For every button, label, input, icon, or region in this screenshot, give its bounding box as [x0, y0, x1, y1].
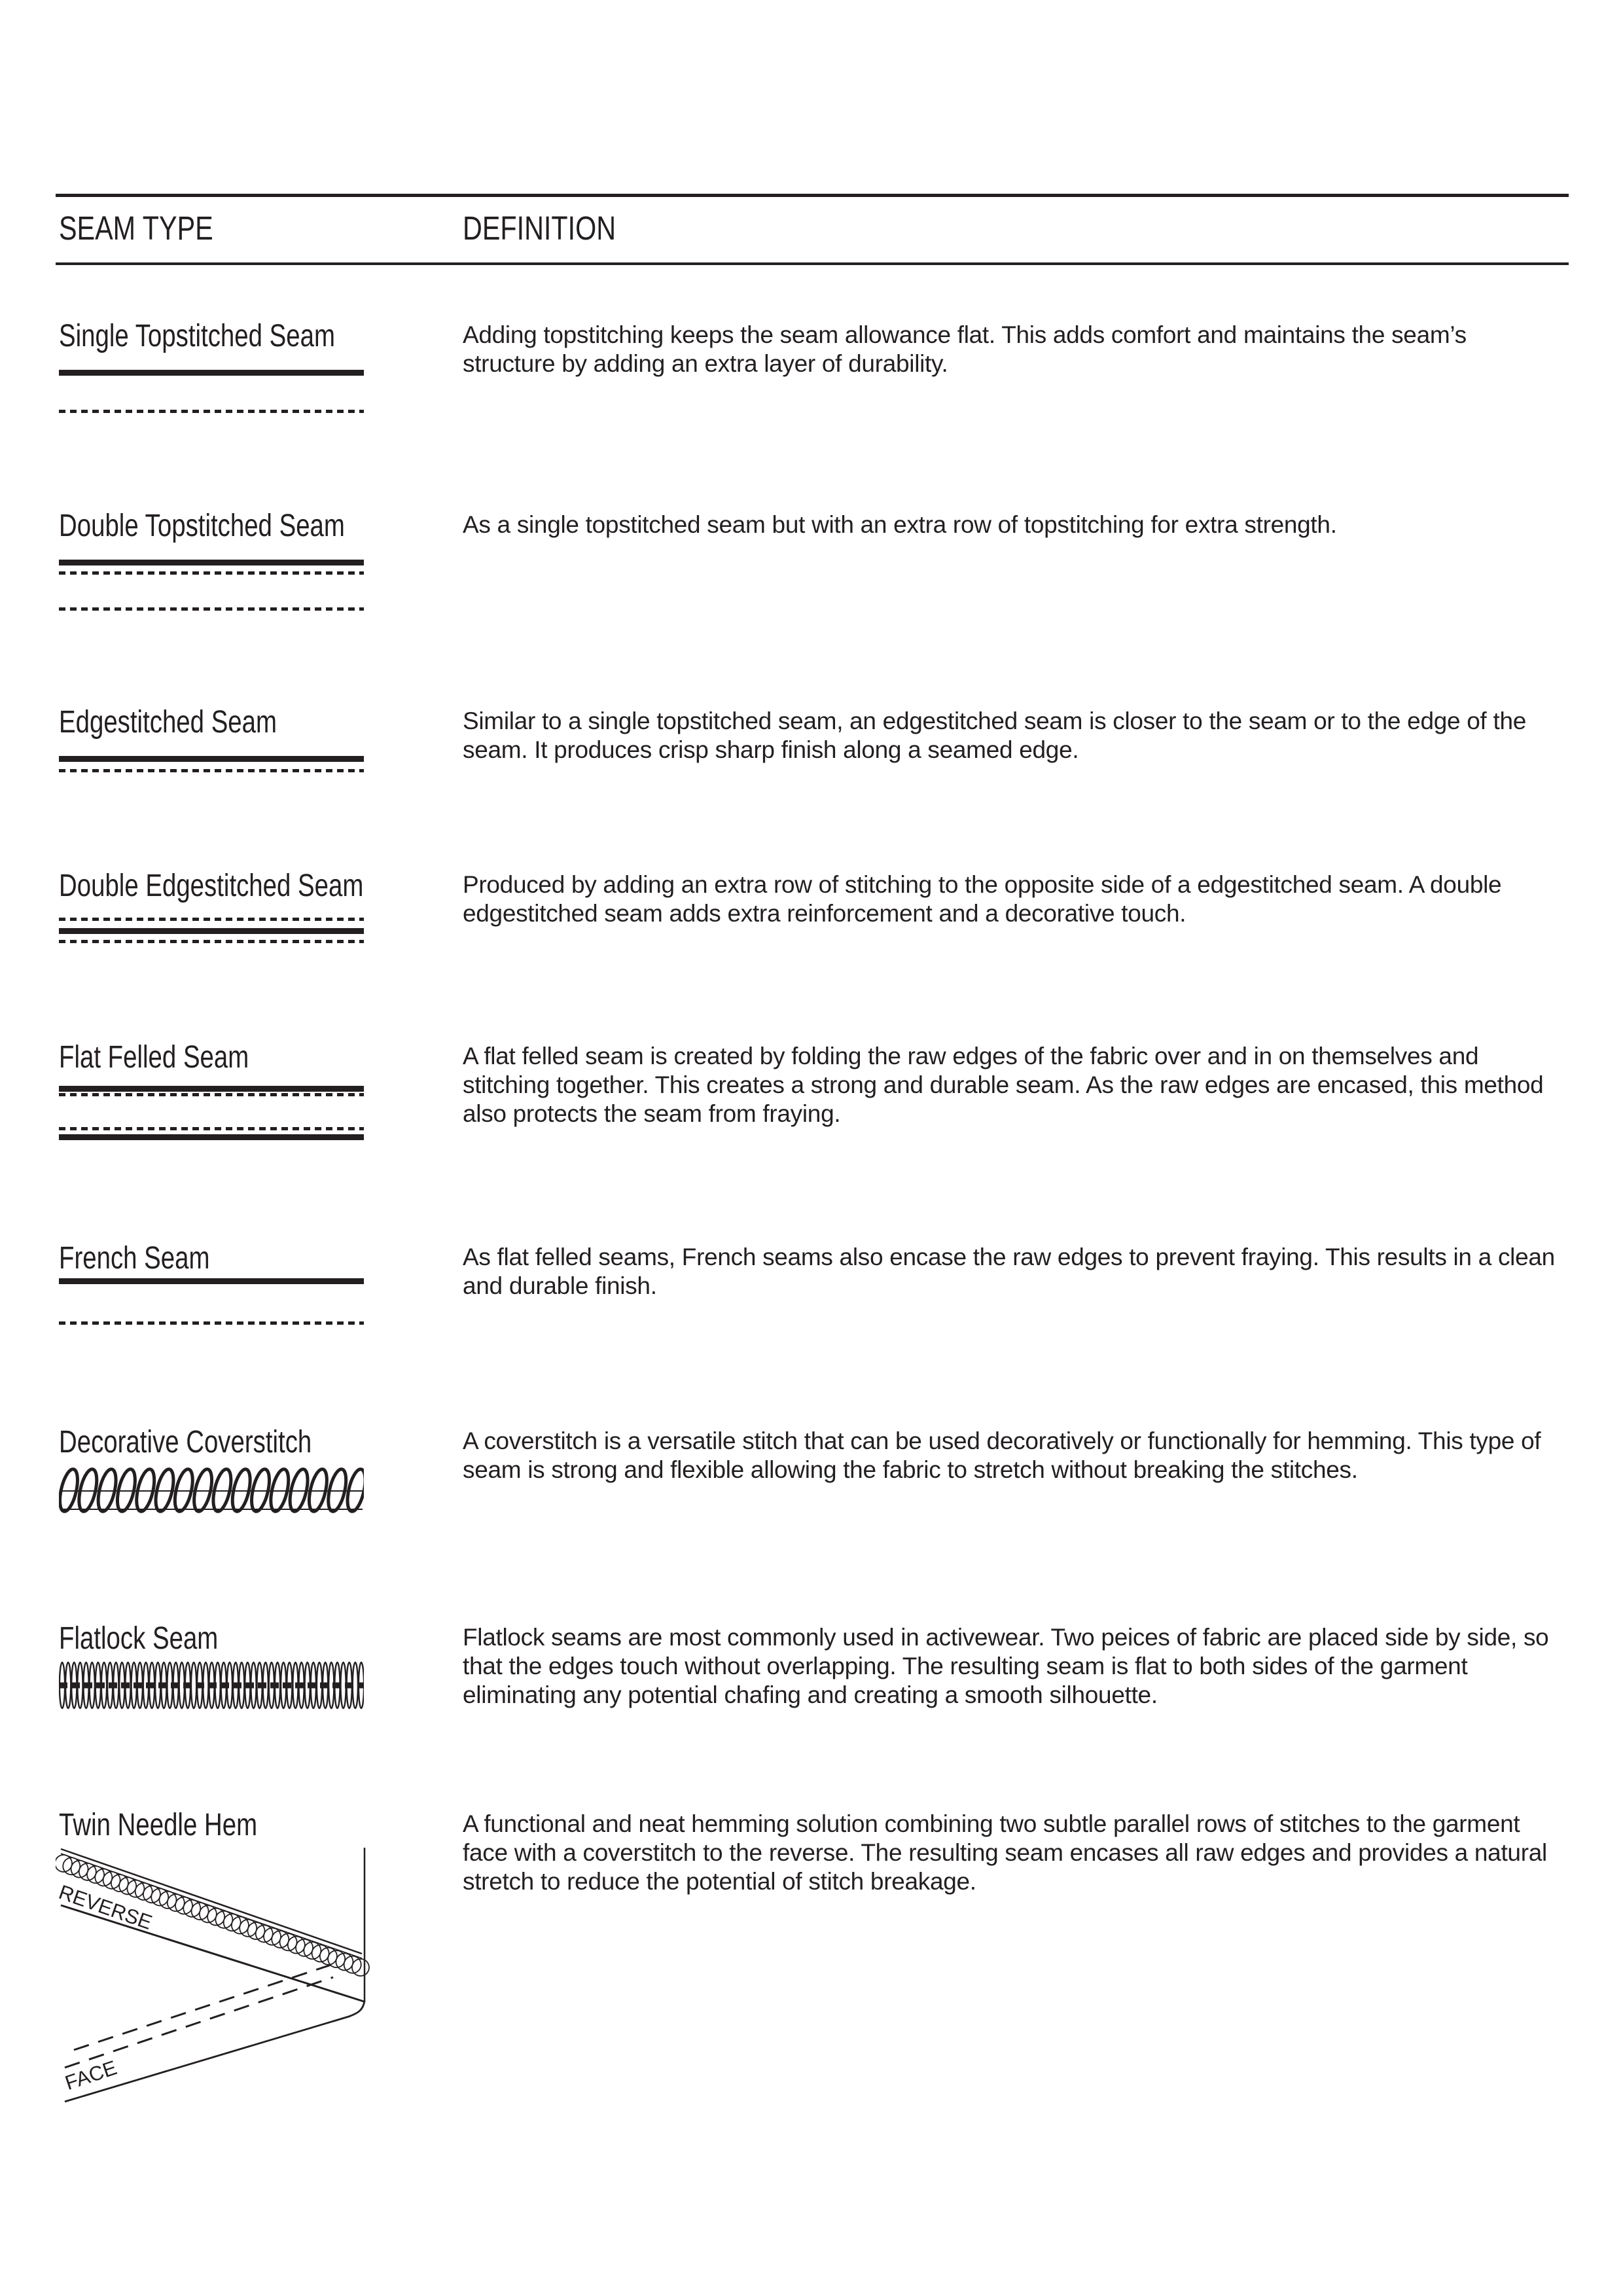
stitch-dashed-line: [59, 1093, 364, 1096]
seam-name: Twin Needle Hem: [59, 1808, 258, 1842]
seam-definition: Similar to a single topstitched seam, an edgestitched seam is closer to the seam or to the edge of the seam. It produces crisp sharp finish along a seamed edge.: [463, 708, 1527, 763]
seam-name: Decorative Coverstitch: [59, 1425, 312, 1460]
reverse-panel-edge: [61, 1905, 364, 2001]
seam-name: French Seam: [59, 1241, 210, 1276]
seam-definition: A functional and neat hemming solution combining two subtle parallel rows of stitches to the garment face with a coverstitch to the reverse. The resulting seam encases all raw edges and provides a natural stretch to reduce the potential of stitch breakage.: [463, 1810, 1547, 1895]
seam-solid-line: [59, 1086, 364, 1092]
seam-definition: Produced by adding an extra row of stitching to the opposite side of a edgestitched seam. A double edgestitched seam adds extra reinforcement and a decorative touch.: [463, 871, 1502, 927]
seam-name: Single Topstitched Seam: [59, 319, 335, 353]
twin-needle-hem-diagram: [56, 1842, 370, 2117]
seam-name: Flat Felled Seam: [59, 1040, 249, 1075]
face-label: FACE: [62, 2056, 120, 2095]
column-header-definition: DEFINITION: [463, 209, 616, 247]
seam-name: Flatlock Seam: [59, 1621, 219, 1656]
topstitch-dashed-line: [59, 607, 364, 611]
edgestitch-dashed-line: [59, 940, 364, 943]
seam-solid-line: [59, 756, 364, 762]
seam-definition: As a single topstitched seam but with an extra row of topstitching for extra strength.: [463, 511, 1337, 538]
edgestitch-dashed-line: [59, 918, 364, 921]
seam-name: Double Topstitched Seam: [59, 509, 345, 543]
seam-solid-line: [59, 370, 364, 376]
seam-definition: Flatlock seams are most commonly used in activewear. Two peices of fabric are placed side by side, so that the edges touch without overlapping. The resulting seam is flat to both sides of the garment eliminating any potential chafing and creating a smooth silhouette.: [463, 1624, 1549, 1708]
stitch-dashed-line: [59, 1127, 364, 1130]
header-bottom-rule: [56, 262, 1569, 265]
face-label-group: [62, 2056, 120, 2094]
seam-definition: Adding topstitching keeps the seam allowance flat. This adds comfort and maintains the seam’s structure by adding an extra layer of durability.: [463, 321, 1467, 377]
topstitch-dashed-line: [59, 410, 364, 413]
coverstitch-diagram: [59, 1465, 364, 1516]
seam-definition: A flat felled seam is created by folding the raw edges of the fabric over and in on themselves and stitching together. This creates a strong and durable seam. As the raw edges are encased, this method also protects the seam from fraying.: [463, 1043, 1544, 1127]
seam-definition: A coverstitch is a versatile stitch that can be used decoratively or functionally for hemming. This type of seam is strong and flexible allowing the fabric to stretch without breaking the stitches.: [463, 1427, 1541, 1483]
edgestitch-dashed-line: [59, 769, 364, 772]
seam-definition: As flat felled seams, French seams also encase the raw edges to prevent fraying. This results in a clean and durable finish.: [463, 1244, 1555, 1299]
twin-stitch-dashed-line: [74, 1964, 333, 2050]
seam-name: Edgestitched Seam: [59, 705, 277, 740]
reverse-label-group: [56, 1880, 154, 1934]
stitch-dashed-line: [59, 1321, 364, 1325]
column-header-seam-type: SEAM TYPE: [59, 209, 213, 247]
table-top-rule: [56, 194, 1569, 197]
seam-name: Double Edgestitched Seam: [59, 869, 364, 903]
seam-solid-line: [59, 560, 364, 565]
seam-solid-line: [59, 928, 364, 934]
twin-stitch-dashed-line: [65, 1977, 333, 2068]
reverse-label: REVERSE: [56, 1880, 155, 1935]
seam-solid-line: [59, 1134, 364, 1140]
topstitch-dashed-line: [59, 571, 364, 575]
seam-solid-line: [59, 1278, 364, 1284]
face-fold-line: [65, 2001, 365, 2102]
flatlock-diagram: [59, 1660, 364, 1711]
